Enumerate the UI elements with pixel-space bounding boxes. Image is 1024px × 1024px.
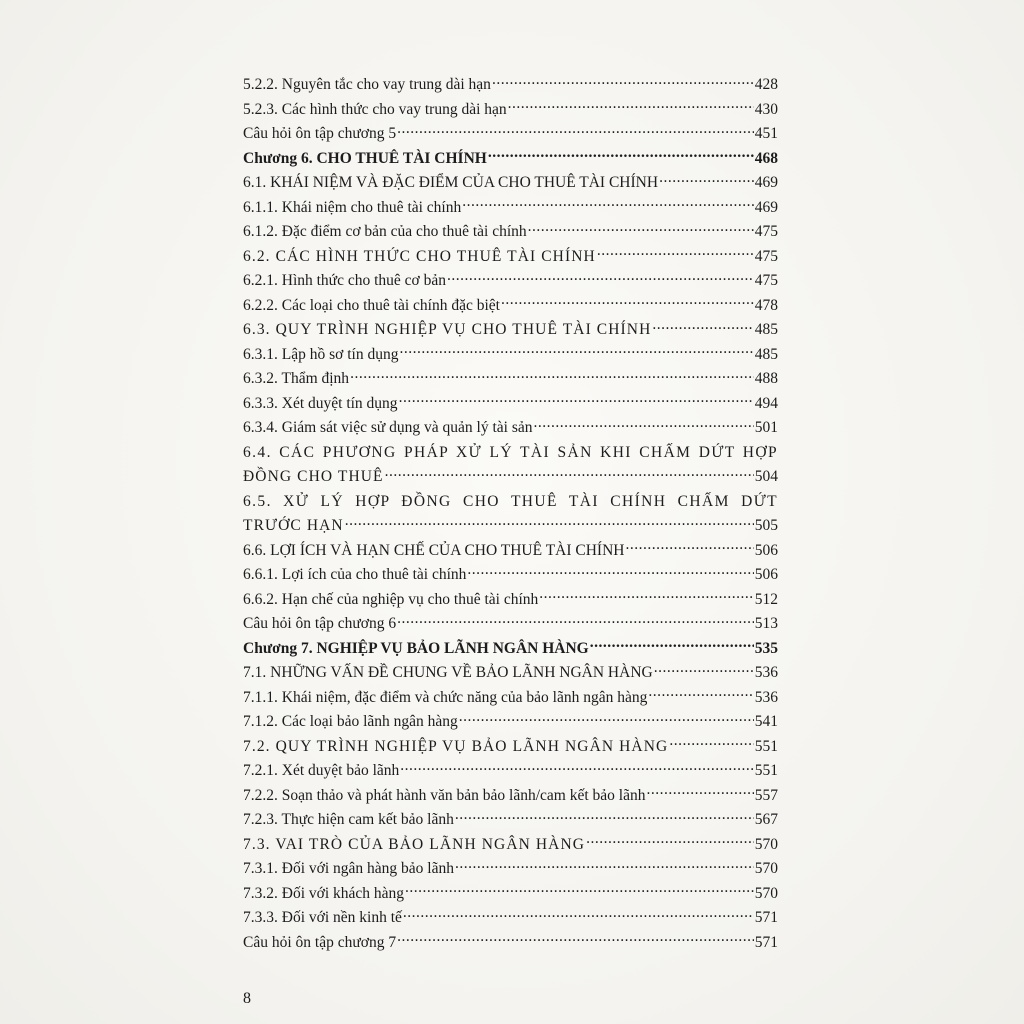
toc-entry-page: 469 bbox=[754, 174, 778, 191]
toc-entry bbox=[243, 710, 778, 735]
toc-entry bbox=[243, 808, 778, 833]
toc-entry-page: 535 bbox=[754, 639, 778, 657]
toc-entry-label: 7.2.1. Xét duyệt bảo lãnh bbox=[243, 762, 400, 779]
toc-entry-page: 494 bbox=[754, 394, 778, 412]
toc-entry-label: 6.2. CÁC HÌNH THỨC CHO THUÊ TÀI CHÍNH bbox=[243, 247, 596, 265]
toc-entry-page: 571 bbox=[754, 909, 778, 926]
dot-leader bbox=[399, 392, 754, 408]
toc-entry bbox=[243, 269, 778, 294]
toc-entry-page: 570 bbox=[754, 860, 778, 877]
toc-entry bbox=[243, 392, 778, 417]
toc-entry-label-line1: 6.5. XỬ LÝ HỢP ĐỒNG CHO THUÊ TÀI CHÍNH CHẤM DỨT bbox=[243, 492, 778, 510]
toc-entry-page: 567 bbox=[754, 811, 778, 828]
toc-entry-page: 501 bbox=[754, 419, 778, 436]
dot-leader bbox=[399, 343, 753, 359]
toc-entry-label: 6.6.1. Lợi ích của cho thuê tài chính bbox=[243, 566, 467, 583]
toc-entry-page: 506 bbox=[754, 566, 778, 583]
dot-leader bbox=[385, 466, 754, 482]
toc-entry-page: 571 bbox=[754, 933, 778, 951]
toc-entry-label: Câu hỏi ôn tập chương 5 bbox=[243, 125, 397, 142]
dot-leader bbox=[528, 221, 754, 237]
toc-entry bbox=[243, 98, 778, 123]
toc-entry-label: 7.3. VAI TRÒ CỦA BẢO LÃNH NGÂN HÀNG bbox=[243, 835, 586, 853]
toc-entry-page: 475 bbox=[754, 272, 778, 289]
toc-entry-page: 468 bbox=[754, 149, 778, 167]
page-number: 8 bbox=[243, 990, 251, 1007]
toc-entry-label: 6.1. KHÁI NIỆM VÀ ĐẶC ĐIỂM CỦA CHO THUÊ TÀI CHÍNH bbox=[243, 174, 659, 191]
toc-entry-page: 536 bbox=[754, 664, 778, 681]
toc-entry-label: 5.2.3. Các hình thức cho vay trung dài hạn bbox=[243, 100, 507, 118]
toc-entry-page: 488 bbox=[754, 370, 778, 387]
toc-entry-page: 570 bbox=[754, 835, 778, 853]
toc-entry bbox=[243, 294, 778, 319]
toc-entry bbox=[243, 857, 778, 882]
toc-entry-label: 5.2.2. Nguyên tắc cho vay trung dài hạn bbox=[243, 76, 491, 93]
toc-section bbox=[243, 539, 778, 564]
toc-entry bbox=[243, 196, 778, 221]
dot-leader bbox=[405, 882, 754, 898]
dot-leader bbox=[586, 833, 754, 849]
toc-entry-label: 6.3.4. Giám sát việc sử dụng và quản lý tài sản bbox=[243, 419, 533, 436]
toc-entry-label: 6.2.2. Các loại cho thuê tài chính đặc biệt bbox=[243, 296, 500, 314]
toc-entry-label: 7.3.2. Đối với khách hàng bbox=[243, 884, 405, 902]
toc-section bbox=[243, 318, 778, 343]
toc-entry-label: 7.2. QUY TRÌNH NGHIỆP VỤ BẢO LÃNH NGÂN HÀNG bbox=[243, 737, 669, 755]
toc-chapter-heading bbox=[243, 637, 778, 662]
toc-entry bbox=[243, 784, 778, 809]
toc-entry-page: 505 bbox=[754, 517, 778, 534]
toc-entry bbox=[243, 343, 778, 368]
dot-leader bbox=[397, 613, 754, 629]
dot-leader bbox=[350, 368, 754, 384]
toc-entry-page: 451 bbox=[754, 125, 778, 142]
dot-leader bbox=[467, 564, 753, 580]
toc-entry-label: 7.1.1. Khái niệm, đặc điểm và chức năng của bảo lãnh ngân hàng bbox=[243, 688, 648, 706]
dot-leader bbox=[590, 637, 754, 653]
dot-leader bbox=[455, 809, 754, 825]
toc-entry-label-line2: TRƯỚC HẠN bbox=[243, 517, 344, 534]
toc-section-multiline bbox=[243, 490, 778, 539]
dot-leader bbox=[508, 98, 754, 114]
dot-leader bbox=[648, 686, 753, 702]
dot-leader bbox=[492, 74, 754, 90]
toc-section bbox=[243, 661, 778, 686]
toc-entry bbox=[243, 686, 778, 711]
toc-entry bbox=[243, 931, 778, 956]
toc-entry-label: 7.2.2. Soạn thảo và phát hành văn bản bảo lãnh/cam kết bảo lãnh bbox=[243, 786, 646, 804]
toc-entry-page: 430 bbox=[754, 100, 778, 118]
toc-entry-page: 513 bbox=[754, 615, 778, 632]
dot-leader bbox=[345, 515, 754, 531]
toc-entry bbox=[243, 759, 778, 784]
toc-entry-label: Chương 7. NGHIỆP VỤ BẢO LÃNH NGÂN HÀNG bbox=[243, 639, 589, 657]
dot-leader bbox=[625, 539, 753, 555]
toc-entry-label-line1: 6.4. CÁC PHƯƠNG PHÁP XỬ LÝ TÀI SẢN KHI CHẤM DỨT HỢP bbox=[243, 443, 778, 461]
toc-entry bbox=[243, 367, 778, 392]
toc-entry-label: 7.1.2. Các loại bảo lãnh ngân hàng bbox=[243, 713, 458, 730]
dot-leader bbox=[403, 907, 754, 923]
dot-leader bbox=[501, 294, 754, 310]
toc-entry-label: 6.3. QUY TRÌNH NGHIỆP VỤ CHO THUÊ TÀI CHÍNH bbox=[243, 321, 652, 338]
dot-leader bbox=[488, 147, 754, 163]
toc-entry-page: 536 bbox=[754, 688, 778, 706]
toc-section bbox=[243, 735, 778, 760]
table-of-contents bbox=[243, 73, 778, 955]
toc-section bbox=[243, 171, 778, 196]
dot-leader bbox=[534, 417, 754, 433]
dot-leader bbox=[597, 245, 754, 261]
toc-entry bbox=[243, 73, 778, 98]
toc-entry-label: Câu hỏi ôn tập chương 6 bbox=[243, 615, 397, 632]
toc-entry-page: 428 bbox=[754, 76, 778, 93]
toc-section-multiline bbox=[243, 441, 778, 490]
toc-entry-page: 478 bbox=[754, 296, 778, 314]
toc-entry-page: 485 bbox=[754, 345, 778, 363]
toc-entry-page: 475 bbox=[754, 223, 778, 240]
toc-entry bbox=[243, 416, 778, 441]
toc-entry-label: 7.2.3. Thực hiện cam kết bảo lãnh bbox=[243, 811, 454, 828]
toc-entry-page: 551 bbox=[754, 762, 778, 779]
toc-entry-page: 512 bbox=[754, 590, 778, 608]
toc-entry bbox=[243, 906, 778, 931]
toc-entry bbox=[243, 563, 778, 588]
dot-leader bbox=[669, 735, 753, 751]
toc-entry-page: 504 bbox=[754, 468, 778, 485]
dot-leader bbox=[652, 319, 753, 335]
toc-entry-page: 541 bbox=[754, 713, 778, 730]
toc-entry-page: 557 bbox=[754, 786, 778, 804]
toc-entry-label: 7.3.1. Đối với ngân hàng bảo lãnh bbox=[243, 860, 454, 877]
toc-entry-page: 475 bbox=[754, 247, 778, 265]
dot-leader bbox=[397, 123, 754, 139]
toc-entry-label: 7.1. NHỮNG VẤN ĐỀ CHUNG VỀ BẢO LÃNH NGÂN HÀNG bbox=[243, 664, 653, 681]
toc-entry-page: 570 bbox=[754, 884, 778, 902]
toc-entry-page: 469 bbox=[754, 198, 778, 216]
toc-entry bbox=[243, 882, 778, 907]
toc-entry-label: 6.3.2. Thẩm định bbox=[243, 370, 350, 387]
toc-entry-label: Chương 6. CHO THUÊ TÀI CHÍNH bbox=[243, 149, 487, 167]
toc-entry-label: Câu hỏi ôn tập chương 7 bbox=[243, 933, 397, 951]
dot-leader bbox=[462, 196, 754, 212]
dot-leader bbox=[539, 588, 753, 604]
toc-entry bbox=[243, 122, 778, 147]
toc-entry-label: 6.2.1. Hình thức cho thuê cơ bản bbox=[243, 272, 446, 289]
toc-section bbox=[243, 245, 778, 270]
dot-leader bbox=[459, 711, 754, 727]
dot-leader bbox=[397, 931, 754, 947]
toc-entry-label: 6.1.2. Đặc điểm cơ bản của cho thuê tài chính bbox=[243, 223, 527, 240]
toc-entry-label-line2: ĐỒNG CHO THUÊ bbox=[243, 468, 384, 485]
dot-leader bbox=[646, 784, 753, 800]
toc-chapter-heading bbox=[243, 147, 778, 172]
toc-entry-label: 7.3.3. Đối với nền kinh tế bbox=[243, 909, 402, 926]
dot-leader bbox=[400, 760, 753, 776]
toc-entry bbox=[243, 220, 778, 245]
toc-entry-label: 6.6. LỢI ÍCH VÀ HẠN CHẾ CỦA CHO THUÊ TÀI CHÍNH bbox=[243, 541, 625, 559]
toc-entry-page: 551 bbox=[754, 737, 778, 755]
dot-leader bbox=[455, 858, 754, 874]
toc-entry bbox=[243, 588, 778, 613]
toc-entry-page: 485 bbox=[754, 321, 778, 338]
dot-leader bbox=[447, 270, 754, 286]
toc-entry-page: 506 bbox=[754, 541, 778, 559]
toc-entry-label: 6.3.1. Lập hồ sơ tín dụng bbox=[243, 345, 399, 363]
dot-leader bbox=[654, 662, 754, 678]
toc-section bbox=[243, 833, 778, 858]
toc-entry-label: 6.3.3. Xét duyệt tín dụng bbox=[243, 394, 398, 412]
toc-entry bbox=[243, 612, 778, 637]
toc-entry-label: 6.1.1. Khái niệm cho thuê tài chính bbox=[243, 198, 462, 216]
toc-entry-label: 6.6.2. Hạn chế của nghiệp vụ cho thuê tài chính bbox=[243, 590, 539, 608]
dot-leader bbox=[659, 172, 754, 188]
